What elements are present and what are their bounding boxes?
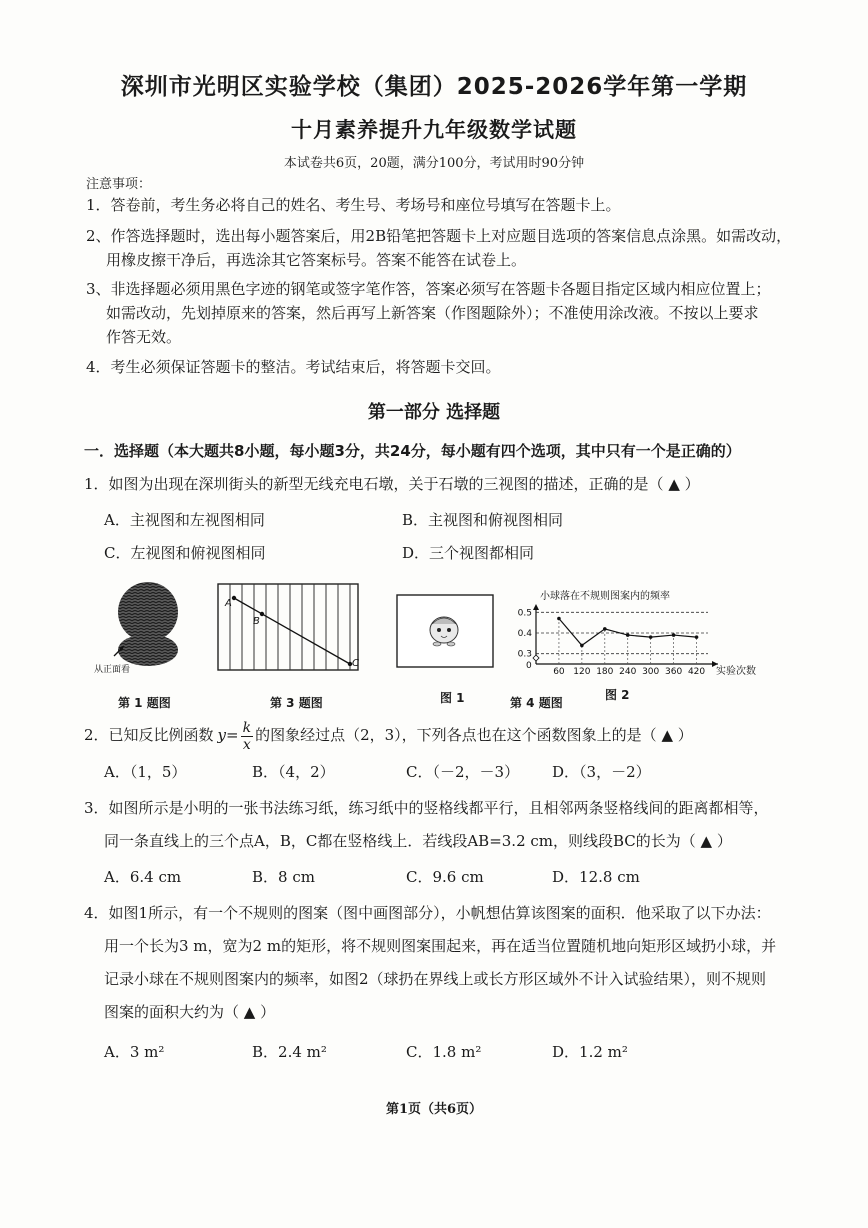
chart-title: 小球落在不规则图案内的频率 [540, 591, 670, 602]
q2-fraction [241, 720, 253, 753]
x-tick-label: 240 [619, 667, 637, 677]
q4-line1: 4．如图1所示，有一个不规则的图案（图中画图部分），小帆想估算该图案的面积．他采取了以下办法： [84, 904, 771, 922]
q1-option-d: D．三个视图都相同 [402, 544, 535, 562]
q3-option-a: A．6.4 cm [104, 868, 182, 886]
q3-line1: 3．如图所示是小明的一张书法练习纸，练习纸中的竖格线都平行，且相邻两条竖格线间的距离都相等， [84, 799, 769, 817]
note-3-line3: 作答无效。 [106, 328, 182, 346]
q4-option-b: B．2.4 m² [252, 1043, 327, 1061]
caption-fig1: 图 1 [440, 691, 465, 705]
x-axis-label: 实验次数 [716, 666, 756, 677]
q2-option-d: D．（3，－2） [552, 763, 651, 781]
point-c-label: C [352, 658, 359, 669]
axis-break-mark [533, 655, 539, 661]
note-1: 1．答卷前，考生务必将自己的姓名、考生号、考场号和座位号填写在答题卡上。 [86, 196, 621, 214]
q2-option-c: C．（－2，－3） [406, 763, 520, 781]
q4-line4: 图案的面积大约为（ ▲ ） [104, 1003, 276, 1021]
y-tick-label: 0.3 [517, 649, 532, 660]
irregular-pattern-figure [396, 594, 494, 668]
caption-fig-q1: 第 1 题图 [118, 696, 171, 710]
notes-heading: 注意事项： [86, 177, 152, 192]
section-heading: 一．选择题（本大题共8小题，每小题3分，共24分，每小题有四个选项，其中只有一个是正确的） [84, 442, 741, 460]
data-point [649, 635, 653, 639]
note-2-line2: 用橡皮擦干净后，再选涂其它答案标号。答案不能答在试卷上。 [106, 251, 527, 269]
q4-option-d: D．1.2 m² [552, 1043, 628, 1061]
note-2-line1: 2、作答选择题时，选出每小题答案后，用2B铅笔把答题卡上对应题目选项的答案信息点涂黑。如需改动， [86, 227, 792, 245]
q2-func-eq: = [226, 726, 239, 744]
point-a-label: A [225, 598, 232, 609]
q2-option-a: A．（1，5） [104, 763, 187, 781]
x-tick-label: 180 [596, 667, 614, 677]
exam-title: 深圳市光明区实验学校（集团）2025-2026学年第一学期 [120, 74, 748, 100]
frequency-chart [504, 588, 764, 684]
x-tick-label: 420 [687, 667, 706, 677]
data-point [580, 644, 584, 648]
x-tick-label: 360 [665, 667, 683, 677]
x-tick-label: 300 [642, 667, 660, 677]
section-title: 第一部分 选择题 [367, 402, 501, 423]
front-view-label: 从正面看 [94, 665, 131, 675]
page-number: 第1页（共6页） [385, 1102, 483, 1117]
caption-fig-q4: 第 4 题图 [510, 696, 563, 710]
origin-label: 0 [526, 661, 532, 671]
data-point [695, 635, 699, 639]
data-point [603, 627, 607, 631]
caption-fig2: 图 2 [605, 688, 630, 702]
note-3-line1: 3、非选择题必须用黑色字迹的钢笔或签字笔作答，答案必须写在答题卡各题目指定区域内相应位置上； [86, 280, 771, 298]
exam-info: 本试卷共6页，20题，满分100分，考试用时90分钟 [283, 156, 585, 171]
q4-option-a: A．3 m² [104, 1043, 165, 1061]
q2-stem [84, 718, 693, 753]
q1-option-c: C．左视图和俯视图相同 [104, 544, 266, 562]
q3-option-b: B．8 cm [252, 868, 315, 886]
q1-option-a: A．主视图和左视图相同 [104, 511, 265, 529]
frequency-line [559, 619, 697, 646]
y-tick-label: 0.4 [517, 629, 532, 639]
q2-func-y: y [217, 726, 227, 744]
q4-option-c: C．1.8 m² [406, 1043, 482, 1061]
y-tick-label: 0.5 [517, 608, 532, 619]
data-point [672, 633, 676, 637]
q3-line2: 同一条直线上的三个点A，B，C都在竖格线上．若线段AB=3.2 cm，则线段BC的长为（ ▲ ） [104, 832, 732, 850]
q3-option-d: D．12.8 cm [552, 868, 640, 886]
x-tick-label: 120 [573, 667, 591, 677]
grid-paper-figure [216, 582, 362, 674]
data-point [557, 617, 561, 621]
q4-line2: 用一个长为3 m，宽为2 m的矩形，将不规则图案围起来，再在适当位置随机地向矩形区域扔小球，并 [104, 937, 777, 955]
q2-func-num: k [242, 719, 252, 736]
q2-stem-pre: 2．已知反比例函数 [84, 726, 214, 744]
point-b-label: B [253, 616, 260, 627]
stone-pier-figure [84, 576, 202, 686]
q2-func-den: x [242, 736, 251, 753]
caption-fig-q3: 第 3 题图 [270, 696, 323, 710]
note-3-line2: 如需改动，先划掉原来的答案，然后再写上新答案（作图题除外）；不准使用涂改液。不按以上要求 [106, 304, 759, 322]
exam-subtitle: 十月素养提升九年级数学试题 [291, 118, 577, 142]
q1-option-b: B．主视图和俯视图相同 [402, 511, 564, 529]
y-axis-arrow [533, 604, 539, 610]
q2-stem-post: 的图象经过点（2，3），下列各点也在这个函数图象上的是（ ▲ ） [255, 726, 693, 744]
q2-option-b: B．（4，2） [252, 763, 335, 781]
x-tick-label: 60 [553, 667, 565, 677]
note-4: 4．考生必须保证答题卡的整洁。考试结束后，将答题卡交回。 [86, 358, 501, 376]
data-point [626, 633, 630, 637]
q3-option-c: C．9.6 cm [406, 868, 484, 886]
q1-stem: 1．如图为出现在深圳街头的新型无线充电石墩，关于石墩的三视图的描述，正确的是（ ▲ ） [84, 475, 700, 493]
q4-line3: 记录小球在不规则图案内的频率，如图2（球扔在界线上或长方形区域外不计入试验结果），则不规则 [104, 970, 767, 988]
